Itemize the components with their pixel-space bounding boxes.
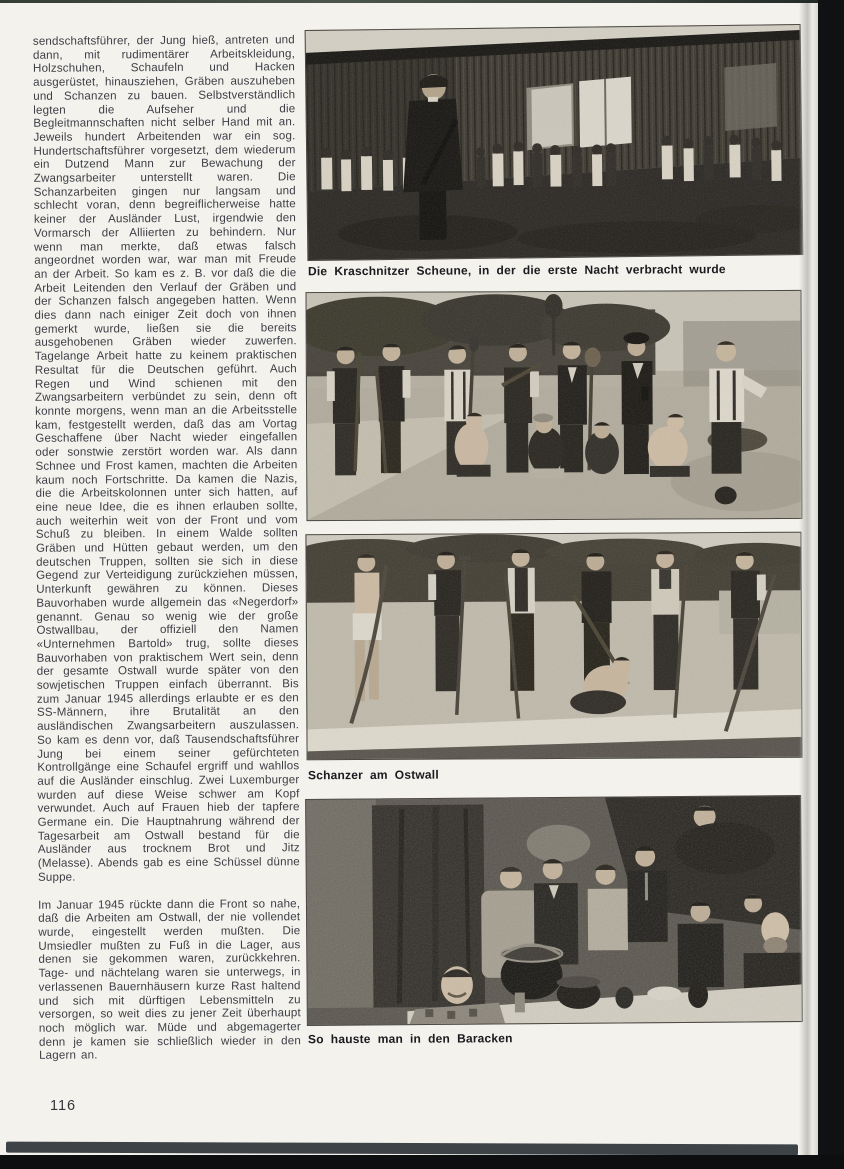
photo-baracken-interior — [305, 795, 803, 1026]
laborers-photo-illustration — [307, 291, 802, 520]
photo-laborers-group — [306, 290, 803, 521]
photo-schanzer-ostwall — [305, 532, 802, 761]
schanzer-photo-illustration — [306, 533, 801, 760]
photo-caption: Die Kraschnitzer Scheune, in der die erste Nacht verbracht wurde — [307, 262, 726, 279]
article-paragraph: sendschaftsführer, der Jung hieß, antreten und dann, mit rudimentärer Arbeitskleidung, Holzschuhen, Schaufeln und Hacken ausgerüstet, hinausziehen, Gräben auszuheben und Schanzen zu bauen. Selbstverständlich legten die Aufseher und die Begleitmannschaften nicht selber Hand mit an. Jeweils hundert Arbeitenden war ein sog. Hundertschaftsführer vorgesetzt, dem wiederum ein Dutzend Mann zur Bewachung der Zwangsarbeiter unterstellt waren. Die Schanzarbeiten gingen nur langsam und schlecht voran, denn begreiflicherweise hatte keiner der Ausländer Lust, irgendwie den Vormarsch der Alliierten zu behindern. Nur wenn man merkte, daß etwas falsch angeordnet worden war, war man mit Freude an der Arbeit. So kam es z. B. vor daß die die Arbeit Leitenden den Verlauf der Gräben und der Schanzen falsch angegeben hatten. Wenn dies dann nach einiger Zeit doch von ihnen gemerkt wurde, ließen sie die bereits ausgehobenen Gräben wieder zuwerfen. Tagelange Arbeit hatte zu keinem praktischen Resultat für die Deutschen geführt. Auch Regen und Wind schienen mit den Zwangsarbeitern verbündet zu sein, denn oft konnte morgens, wenn man an die Arbeitsstelle kam, festgestellt werden, daß das am Vortag Geschaffene über Nacht wieder eingefallen oder sonstwie zerstört worden war. Als dann Schnee und Frost kamen, machten die Arbeiten kaum noch Fortschritte. Da kamen die Nazis, die die Arbeitskolonnen unter sich hatten, auf eine neue Idee, die es ihnen erlauben sollte, auch weiterhin weit von der Front und vom Schuß zu bleiben. In einem Walde sollten Gräben und Hütten gebaut werden, um den deutschen Truppen, sollten sie sich in diese Gegend zur Verteidigung zurückziehen müssen, Unterkunft gewähren zu können. Dieses Bauvorhaben wurde allgemein das «Negerdorf» genannt. Genau so wenig wie der große Ostwallbau, der offiziell den Namen «Unternehmen Bartold» trug, sollte dieses Bauvorhaben von praktischem Wert sein, denn der gesamte Ostwall wurde später von den sowjetischen Truppen einfach überrannt. Bis zum Januar 1945 allerdings erlaubte er es den SS-Männern, ihre Brutalität an den ausländischen Zwangsarbeitern auszulassen. So kam es denn vor, daß Tausendschaftsführer Jung bei einem seiner gefürchteten Kontrollgänge eine Schaufel ergriff und wahllos auf die Ausländer einschlug. Zwei Luxemburger wurden auf diese Weise schwer am Kopf verwundet. Auch auf Frauen hieb der tapfere Germane ein. Die Hauptnahrung während der Tagesarbeit am Ostwall bestand für die Ausländer aus trocknem Brot und Jitz (Melasse). Abends gab es eine Schüssel dünne Suppe. — [32, 33, 300, 884]
scan-edge-bottom — [0, 1155, 844, 1169]
page-number: 116 — [50, 1098, 77, 1114]
photo-caption: Schanzer am Ostwall — [307, 767, 439, 783]
photo-kraschnitzer-scheune — [305, 24, 804, 261]
article-text-column — [33, 33, 301, 1077]
article-paragraph: Im Januar 1945 rückte dann die Front so nahe, daß die Arbeiten am Ostwall, der nie vollendet wurde, eingestellt werden mußten. Die Umsiedler mußten zu Fuß in die Lager, aus denen sie gekommen waren, zurückkehren. Tage- und nächtelang waren sie unterwegs, in verlassenen Bauernhäusern kurze Rast haltend und sich mit dürftigen Lebensmitteln zu versorgen, so weit dies zu jener Zeit überhaupt noch möglich war. Müde und abgemagerter denn je kamen sie schließlich wieder in den Lagern an. — [38, 896, 302, 1063]
photo-caption: So hauste man in den Baracken — [307, 1031, 513, 1047]
scan-top-edge — [0, 0, 844, 3]
barn-photo-illustration — [306, 25, 803, 260]
page-edge-shadow — [799, 3, 818, 1155]
scan-edge-right — [818, 0, 844, 1169]
page-bottom-shadow — [6, 1142, 798, 1156]
barracks-photo-illustration — [306, 796, 802, 1025]
